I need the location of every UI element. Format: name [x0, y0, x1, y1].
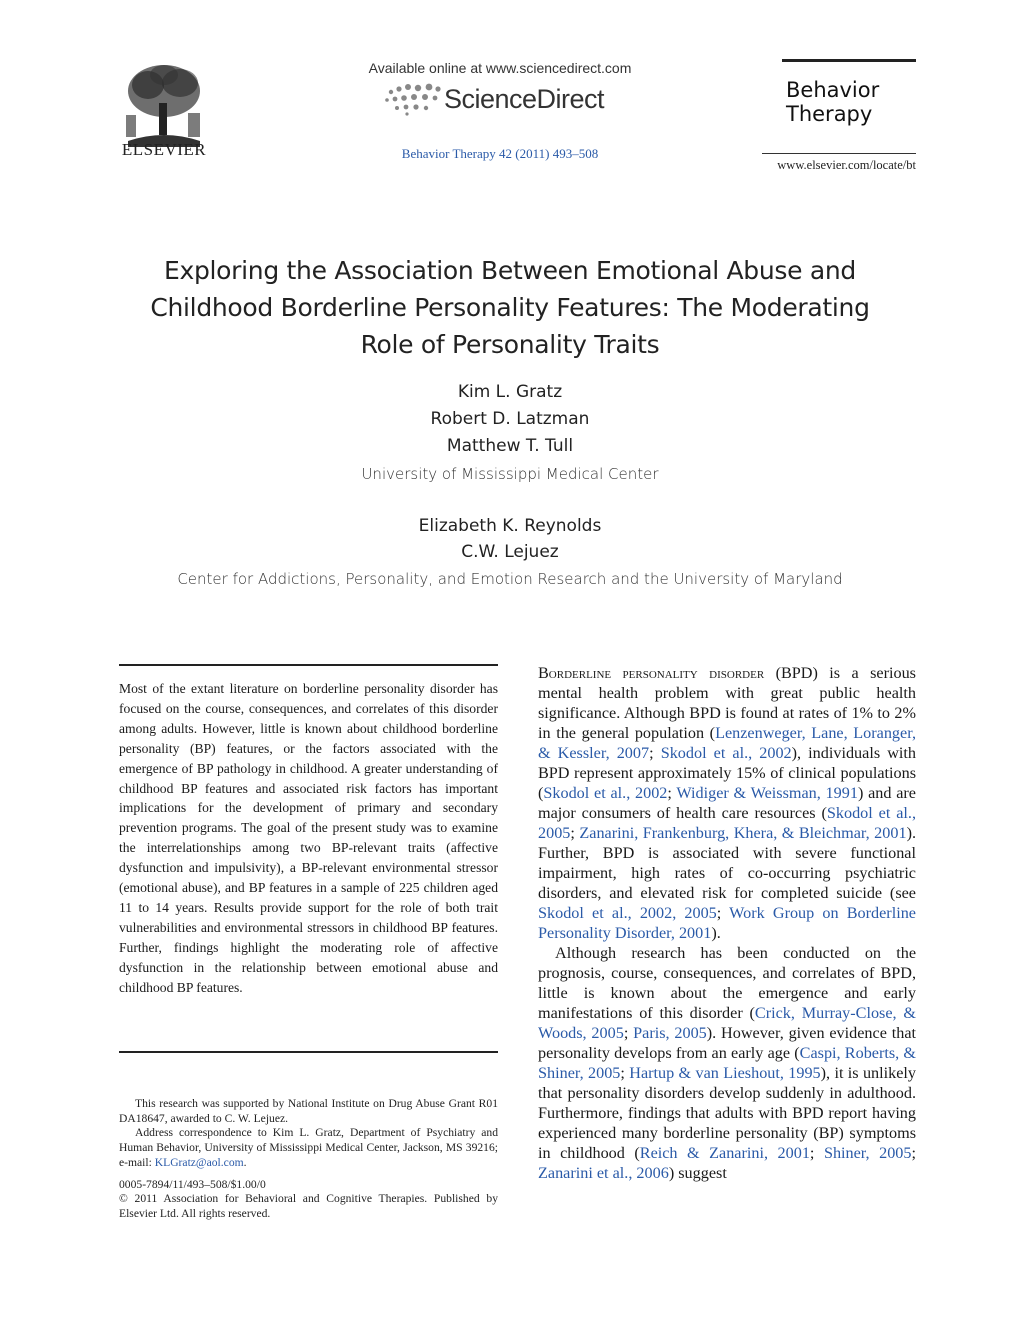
email-link[interactable]: KLGratz@aol.com	[154, 1155, 244, 1169]
issn-note: 0005-7894/11/493–508/$1.00/0	[119, 1177, 266, 1191]
author-name: Matthew T. Tull	[446, 436, 574, 456]
correspondence-note	[119, 1126, 498, 1170]
author-name: Robert D. Latzman	[430, 409, 590, 429]
author-name: Elizabeth K. Reynolds	[418, 516, 602, 536]
body-text-run: ), individuals with BPD represent approximately 15% of clinical populations (	[538, 744, 916, 802]
citation-link[interactable]: Widiger & Weissman, 1991	[676, 784, 858, 802]
citation-link[interactable]: Lenzenweger, Lane, Loranger, & Kessler, 2007	[538, 724, 916, 762]
citation-link[interactable]: Caspi, Roberts, & Shiner, 2005	[538, 1044, 916, 1082]
body-text-run: ) and are major consumers of health care resources (	[538, 784, 916, 822]
citation-link[interactable]: Shiner, 2005	[823, 1144, 912, 1162]
footnotes	[119, 1097, 498, 1222]
citation-link[interactable]: Reich & Zanarini, 2001	[639, 1144, 810, 1162]
available-online-text: Available online at www.sciencedirect.com	[368, 60, 632, 76]
body-text-run: ;	[623, 1024, 634, 1042]
correspondence-end: .	[243, 1155, 247, 1169]
citation-link[interactable]: Skodol et al., 2002	[660, 744, 792, 762]
citation-link[interactable]: Skodol et al., 2002	[543, 784, 668, 802]
body-text-run: ).	[711, 924, 721, 942]
citation-link[interactable]: Work Group on Borderline Personality Disorder, 2001	[538, 904, 916, 942]
citation-link[interactable]: Skodol et al., 2005	[538, 804, 917, 842]
correspondence-text: Address correspondence to Kim L. Gratz, Department of Psychiatry and Human Behavior, University of Mississippi Medical Center, Jackson, MS 39216; e-mail:	[119, 1126, 498, 1169]
title-line-1: Exploring the Association Between Emotional Abuse and	[163, 256, 857, 285]
abstract-text: Most of the extant literature on borderline personality disorder has focused on the course, consequences, and correlates of this disorder among adults. However, little is known about childhood borderline personality (BP) features, or the factors associated with the emergence of BP pathology in childhood. A greater understanding of childhood BP features and associated risk factors has important implications for the development of primary and secondary prevention programs. The goal of the present study was to examine the interrelationships among two BP-relevant traits (affective dysfunction and impulsivity), a BP-relevant environmental stressor (emotional abuse), and BP features in a sample of 225 children aged 11 to 14 years. Results provide support for the role of both trait vulnerabilities and environmental stressors in childhood BP features. Further, findings highlight the moderating role of affective dysfunction in the relationship between emotional abuse and childhood BP features.	[119, 681, 498, 995]
body-paragraph-2	[538, 943, 916, 1183]
funding-note: This research was supported by National Institute on Drug Abuse Grant R01 DA18647, awarded to C. W. Lejuez.	[119, 1097, 498, 1125]
body-text-run: ;	[809, 1144, 824, 1162]
body-paragraph-1	[538, 663, 916, 943]
copyright-note: © 2011 Association for Behavioral and Cognitive Therapies. Published by Elsevier Ltd. All rights reserved.	[119, 1192, 498, 1220]
body-text-run: ), it is unlikely that personality disorders develop suddenly in adulthood. Furthermore, findings that adults with BPD report having experienced many borderline personality (BP) symptoms in childhood (	[538, 1064, 916, 1162]
section-lead-in: Borderline personality disorder	[538, 664, 765, 682]
body-text-run: ). Further, BPD is associated with severe functional impairment, high rates of co-occurring psychiatric disorders, and elevated risk for completed suicide (see	[538, 824, 916, 902]
citation-link[interactable]: Skodol et al., 2002, 2005	[538, 904, 717, 922]
body-text-run: ) suggest	[668, 1164, 727, 1182]
journal-name-line2: Therapy	[786, 102, 873, 126]
body-text-run: ). However, given evidence that personality develops from an early age (	[538, 1024, 916, 1062]
sciencedirect-dots-icon	[383, 82, 443, 116]
body-text-run: (BPD) is a serious mental health problem with great public health significance. Although BPD is found at rates of 1% to 2% in the general population (	[538, 664, 916, 742]
journal-logo	[786, 78, 879, 126]
author-affiliation: Center for Addictions, Personality, and Emotion Research and the University of Maryland	[177, 570, 843, 588]
body-text-run: ;	[667, 784, 677, 802]
author-name: C.W. Lejuez	[461, 542, 559, 562]
citation-link[interactable]: Paris, 2005	[633, 1024, 707, 1042]
body-text-run: Although research has been conducted on the prognosis, course, consequences, and correlates of BPD, little is known about the emergence and early manifestations of this disorder (	[538, 944, 916, 1022]
sciencedirect-logo: ScienceDirect	[444, 84, 605, 114]
body-text-run: ;	[716, 904, 730, 922]
author-name: Kim L. Gratz	[457, 382, 563, 402]
citation-link[interactable]: Zanarini, Frankenburg, Khera, & Bleichmar, 2001	[579, 824, 907, 842]
body-text-run: ;	[649, 744, 661, 762]
publisher-name: ELSEVIER	[121, 140, 207, 159]
abstract-top-rule	[119, 664, 498, 666]
title-line-2: Childhood Borderline Personality Features: The Moderating	[150, 293, 870, 322]
citation-link[interactable]: Hartup & van Lieshout, 1995	[629, 1064, 821, 1082]
journal-logo-bottom-rule	[762, 153, 916, 154]
journal-url[interactable]: www.elsevier.com/locate/bt	[777, 158, 916, 172]
body-text-run: ;	[570, 824, 580, 842]
title-line-3: Role of Personality Traits	[360, 330, 660, 359]
article-title	[110, 252, 910, 363]
citation-link[interactable]: Zanarini et al., 2006	[538, 1164, 669, 1182]
journal-name-line1: Behavior	[786, 78, 880, 102]
journal-logo-top-rule	[782, 59, 916, 62]
body-text-run: ;	[911, 1144, 916, 1162]
body-text-run: ;	[620, 1064, 630, 1082]
journal-citation[interactable]: Behavior Therapy 42 (2011) 493–508	[401, 146, 599, 161]
author-affiliation: University of Mississippi Medical Center	[361, 465, 659, 483]
body-text-column	[538, 663, 916, 1183]
abstract-bottom-rule	[119, 1051, 498, 1053]
citation-link[interactable]: Crick, Murray-Close, & Woods, 2005	[538, 1004, 916, 1042]
